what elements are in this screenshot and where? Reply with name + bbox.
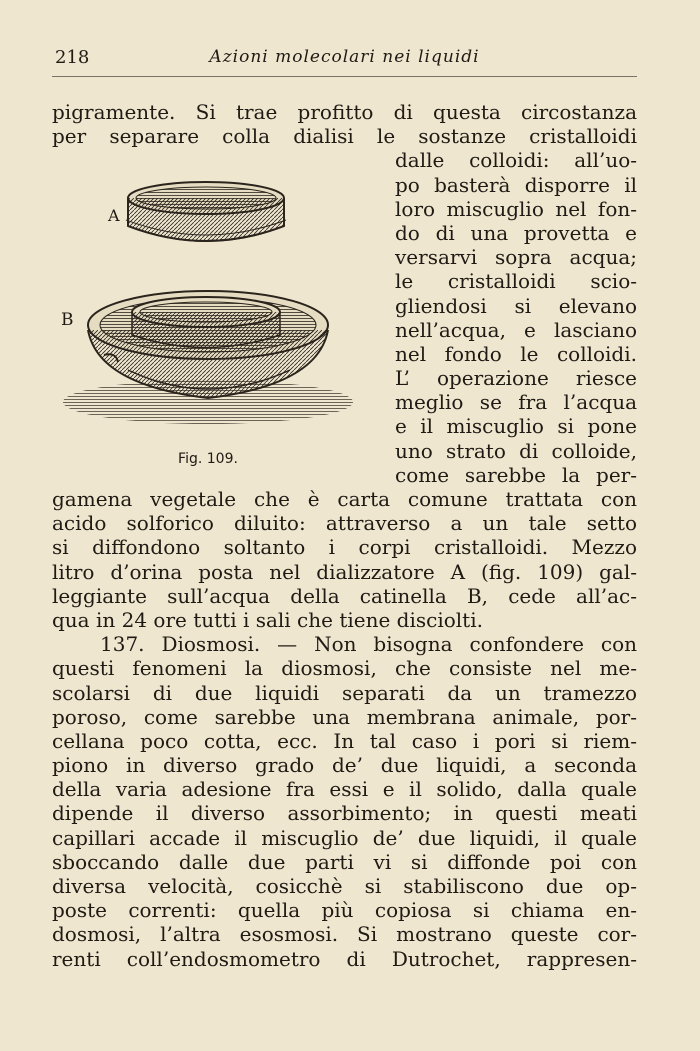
text-line: cellana poco cotta, ecc. In tal caso i pori si riem- [52,728,637,753]
text-line: meglio se fra l’acqua [395,390,637,415]
figure-caption: Fig. 109. [178,451,238,467]
text-line: leggiante sull’acqua della catinella B, cede all’ac- [52,583,637,608]
section-heading-line: 137. Diosmosi. — Non bisogna confondere con [100,632,637,657]
text-line: per separare colla dialisi le sostanze cristalloidi [52,124,637,149]
figure-label-a: A [108,206,120,225]
text-line: do di una provetta e [395,220,637,245]
page-number: 218 [55,47,90,68]
text-line: sboccando dalle due parti vi si diffonde poi con [52,849,637,874]
text-line: L’ operazione riesce [395,366,637,391]
text-line: dosmosi, l’altra esosmosi. Si mostrano queste cor- [52,922,637,947]
text-line: diversa velocità, cosicchè si stabiliscono due op- [52,874,637,898]
text-line: po basterà disporre il [395,172,637,197]
text-line: capillari accade il miscuglio de’ due liquidi, il quale [52,825,637,850]
text-line: e il miscuglio si pone [395,414,637,439]
text-line: nell’acqua, e lasciano [395,317,637,342]
text-line: gliendosi si elevano [395,293,637,318]
text-line: poroso, come sarebbe una membrana animale, por- [52,704,637,729]
text-line: nel fondo le colloidi. [395,341,637,366]
text-line: renti coll’endosmometro di Dutrochet, rappresen- [52,946,637,971]
running-title: Azioni molecolari nei liquidi [209,47,480,67]
text-line: le cristalloidi scio- [395,269,637,294]
text-line: piono in diverso grado de’ due liquidi, a seconda [52,753,637,778]
text-line: questi fenomeni la diosmosi, che consiste nel me- [52,656,637,681]
text-line: gamena vegetale che è carta comune trattata con [52,487,637,511]
text-line: della varia adesione fra essi e il solido, dalla quale [52,777,637,802]
text-line: come sarebbe la per- [395,462,637,487]
text-line: dipende il diverso assorbimento; in questi meati [52,801,637,826]
text-line: poste correnti: quella più copiosa si chiama en- [52,898,637,923]
text-line: si diffondono soltanto i corpi cristalloidi. Mezzo [52,535,637,560]
text-line: uno strato di colloide, [395,438,637,463]
text-line: loro miscuglio nel fon- [395,196,637,221]
page-body [52,100,637,971]
text-line: qua in 24 ore tutti i sali che tiene disciolti. [52,607,483,632]
text-line: acido solforico diluito: attraverso a un tale setto [52,511,637,536]
text-line: pigramente. Si trae profitto di questa circostanza [52,100,637,124]
figure-label-b: B [61,310,74,330]
page-header [52,44,637,77]
text-line: versarvi sopra acqua; [395,245,637,270]
text-line: dalle colloidi: all’uo- [395,148,637,173]
text-line: litro d’orina posta nel dializzatore A (fig. 109) gal- [52,559,637,584]
text-line: scolarsi di due liquidi separati da un tramezzo [52,680,637,705]
